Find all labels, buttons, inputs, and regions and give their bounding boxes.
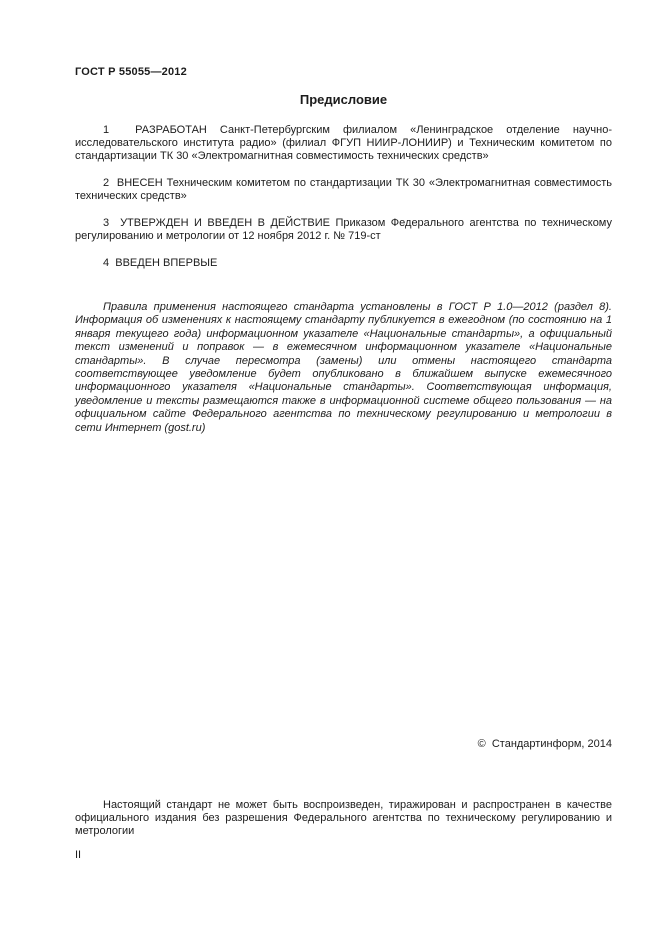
reproduction-notice: Настоящий стандарт не может быть воспроизведен, тиражирован и распространен в качестве официального издания без разрешения Федерального агентства по техническому регулированию и метрологии [75, 799, 612, 837]
application-rules-notice: Правила применения настоящего стандарта установлены в ГОСТ Р 1.0—2012 (раздел 8). Информация об изменениях к настоящему стандарту публикуется в ежегодном (по состоянию на 1 января текущего года) информационном указателе «Национальные стандарты», а официальный текст изменений и поправок — в ежемесячном информационном указателе «Национальные стандарты». В случае пересмотра (замены) или отмены настоящего стандарта соответствующее уведомление будет опубликовано в ближайшем выпуске ежемесячного информационного указателя «Национальные стандарты». Соответствующая информация, уведомление и тексты размещаются также в информационной системе общего пользования — на официальном сайте Федерального агентства по техническому регулированию и метрологии в сети Интернет (gost.ru) [75, 301, 612, 434]
page-title: Предисловие [299, 92, 388, 107]
foreword-content [75, 124, 612, 435]
foreword-item-4: 4 ВВЕДЕН ВПЕРВЫЕ [103, 257, 218, 269]
foreword-item-1: 1 РАЗРАБОТАН Санкт-Петербургским филиалом «Ленинградское отделение научно-исследовательского института радио» (филиал ФГУП НИИР-ЛОНИИР) и Техническим комитетом по стандартизации ТК 30 «Электромагнитная совместимость технических средств» [75, 124, 612, 162]
page-number: II [75, 849, 82, 861]
doc-number: ГОСТ Р 55055—2012 [75, 66, 187, 78]
copyright-notice: © Стандартинформ, 2014 [477, 738, 612, 750]
foreword-item-2: 2 ВНЕСЕН Техническим комитетом по стандартизации ТК 30 «Электромагнитная совместимость технических средств» [75, 177, 612, 202]
foreword-item-3: 3 УТВЕРЖДЕН И ВВЕДЕН В ДЕЙСТВИЕ Приказом Федерального агентства по техническому регулированию и метрологии от 12 ноября 2012 г. № 719-ст [75, 217, 612, 242]
